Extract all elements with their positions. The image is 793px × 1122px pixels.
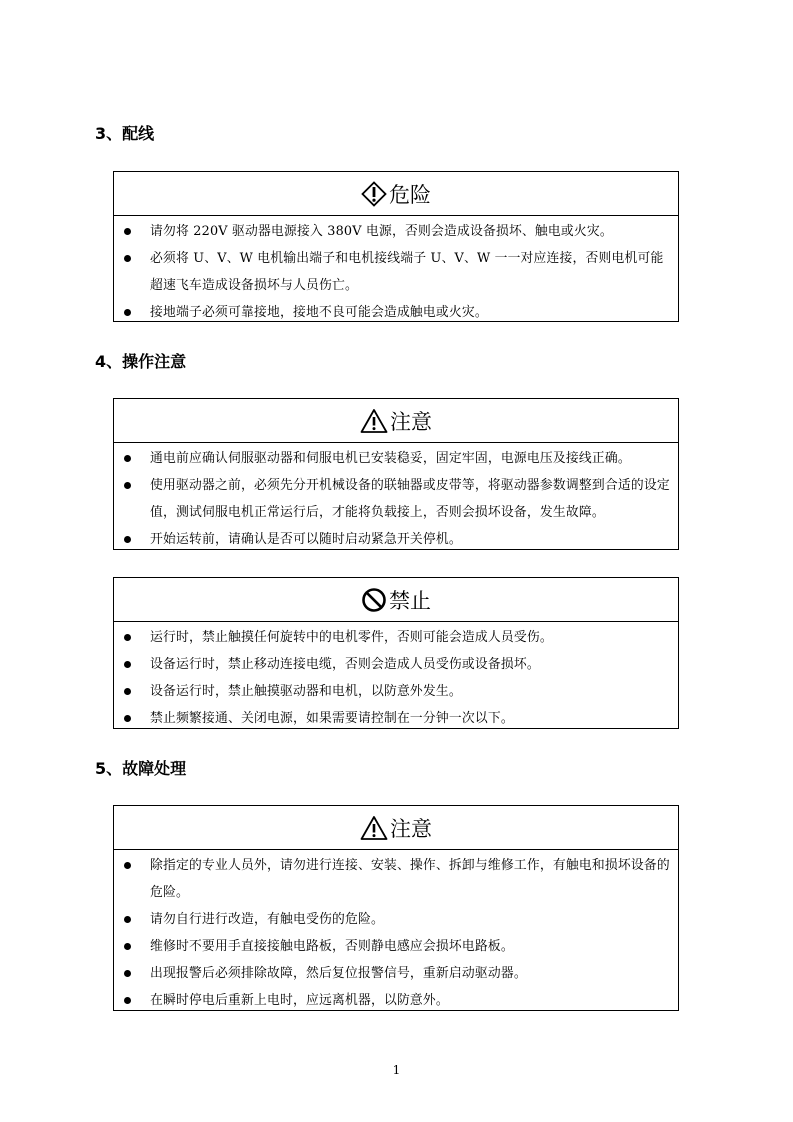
- danger-box-label: 危险: [389, 182, 431, 207]
- list-item: 开始运转前，请确认是否可以随时启动紧急开关停机。: [120, 526, 672, 553]
- danger-diamond-icon: [361, 181, 387, 207]
- bullet-icon: [124, 536, 131, 543]
- list-item: 在瞬时停电后重新上电时，应远离机器，以防意外。: [120, 987, 672, 1014]
- caution-box-header: [114, 806, 678, 850]
- caution-box-label: 注意: [390, 816, 432, 841]
- section-title-troubleshooting: 5、故障处理: [95, 759, 187, 778]
- warning-triangle-icon: [360, 815, 388, 841]
- list-item: 除指定的专业人员外，请勿进行连接、安装、操作、拆卸与维修工作，有触电和损坏设备的危险。: [120, 852, 672, 906]
- danger-box-header: [114, 172, 678, 216]
- list-item: 接地端子必须可靠接地，接地不良可能会造成触电或火灾。: [120, 299, 672, 326]
- list-item: 设备运行时，禁止触摸驱动器和电机，以防意外发生。: [120, 678, 672, 705]
- list-item: 必须将 U、V、W 电机输出端子和电机接线端子 U、V、W 一一对应连接，否则电机可能超速飞车造成设备损坏与人员伤亡。: [120, 245, 672, 299]
- warning-triangle-icon: [360, 408, 388, 434]
- prohibited-icon: [361, 587, 387, 613]
- bullet-icon: [124, 688, 131, 695]
- bullet-icon: [124, 970, 131, 977]
- bullet-icon: [124, 862, 131, 869]
- list-item: 禁止频繁接通、关闭电源，如果需要请控制在一分钟一次以下。: [120, 705, 672, 732]
- list-item: 请勿将 220V 驱动器电源接入 380V 电源，否则会造成设备损坏、触电或火灾。: [120, 218, 672, 245]
- bullet-icon: [124, 661, 131, 668]
- caution-box-operation: [113, 398, 679, 550]
- list-item: 请勿自行进行改造，有触电受伤的危险。: [120, 906, 672, 933]
- caution-box-label: 注意: [390, 409, 432, 434]
- section-title-wiring: 3、配线: [95, 124, 155, 143]
- prohibited-box-header: [114, 578, 678, 622]
- page-number: 1: [392, 1063, 401, 1077]
- list-item: 运行时，禁止触摸任何旋转中的电机零件，否则可能会造成人员受伤。: [120, 624, 672, 651]
- bullet-icon: [124, 482, 131, 489]
- bullet-icon: [124, 455, 131, 462]
- list-item: 使用驱动器之前，必须先分开机械设备的联轴器或皮带等，将驱动器参数调整到合适的设定值，测试伺服电机正常运行后，才能将负载接上，否则会损坏设备，发生故障。: [120, 472, 672, 526]
- caution-box-header: [114, 399, 678, 443]
- danger-box: [113, 171, 679, 322]
- bullet-icon: [124, 228, 131, 235]
- list-item: 通电前应确认伺服驱动器和伺服电机已安装稳妥，固定牢固，电源电压及接线正确。: [120, 445, 672, 472]
- bullet-icon: [124, 997, 131, 1004]
- bullet-icon: [124, 943, 131, 950]
- prohibited-box-label: 禁止: [389, 588, 431, 613]
- prohibited-box: [113, 577, 679, 729]
- list-item: 设备运行时，禁止移动连接电缆，否则会造成人员受伤或设备损坏。: [120, 651, 672, 678]
- bullet-icon: [124, 715, 131, 722]
- bullet-icon: [124, 916, 131, 923]
- bullet-icon: [124, 255, 131, 262]
- list-item: 维修时不要用手直接接触电路板，否则静电感应会损坏电路板。: [120, 933, 672, 960]
- section-title-operation: 4、操作注意: [95, 352, 187, 371]
- bullet-icon: [124, 309, 131, 316]
- list-item: 出现报警后必须排除故障，然后复位报警信号，重新启动驱动器。: [120, 960, 672, 987]
- bullet-icon: [124, 634, 131, 641]
- caution-box-troubleshooting: [113, 805, 679, 1011]
